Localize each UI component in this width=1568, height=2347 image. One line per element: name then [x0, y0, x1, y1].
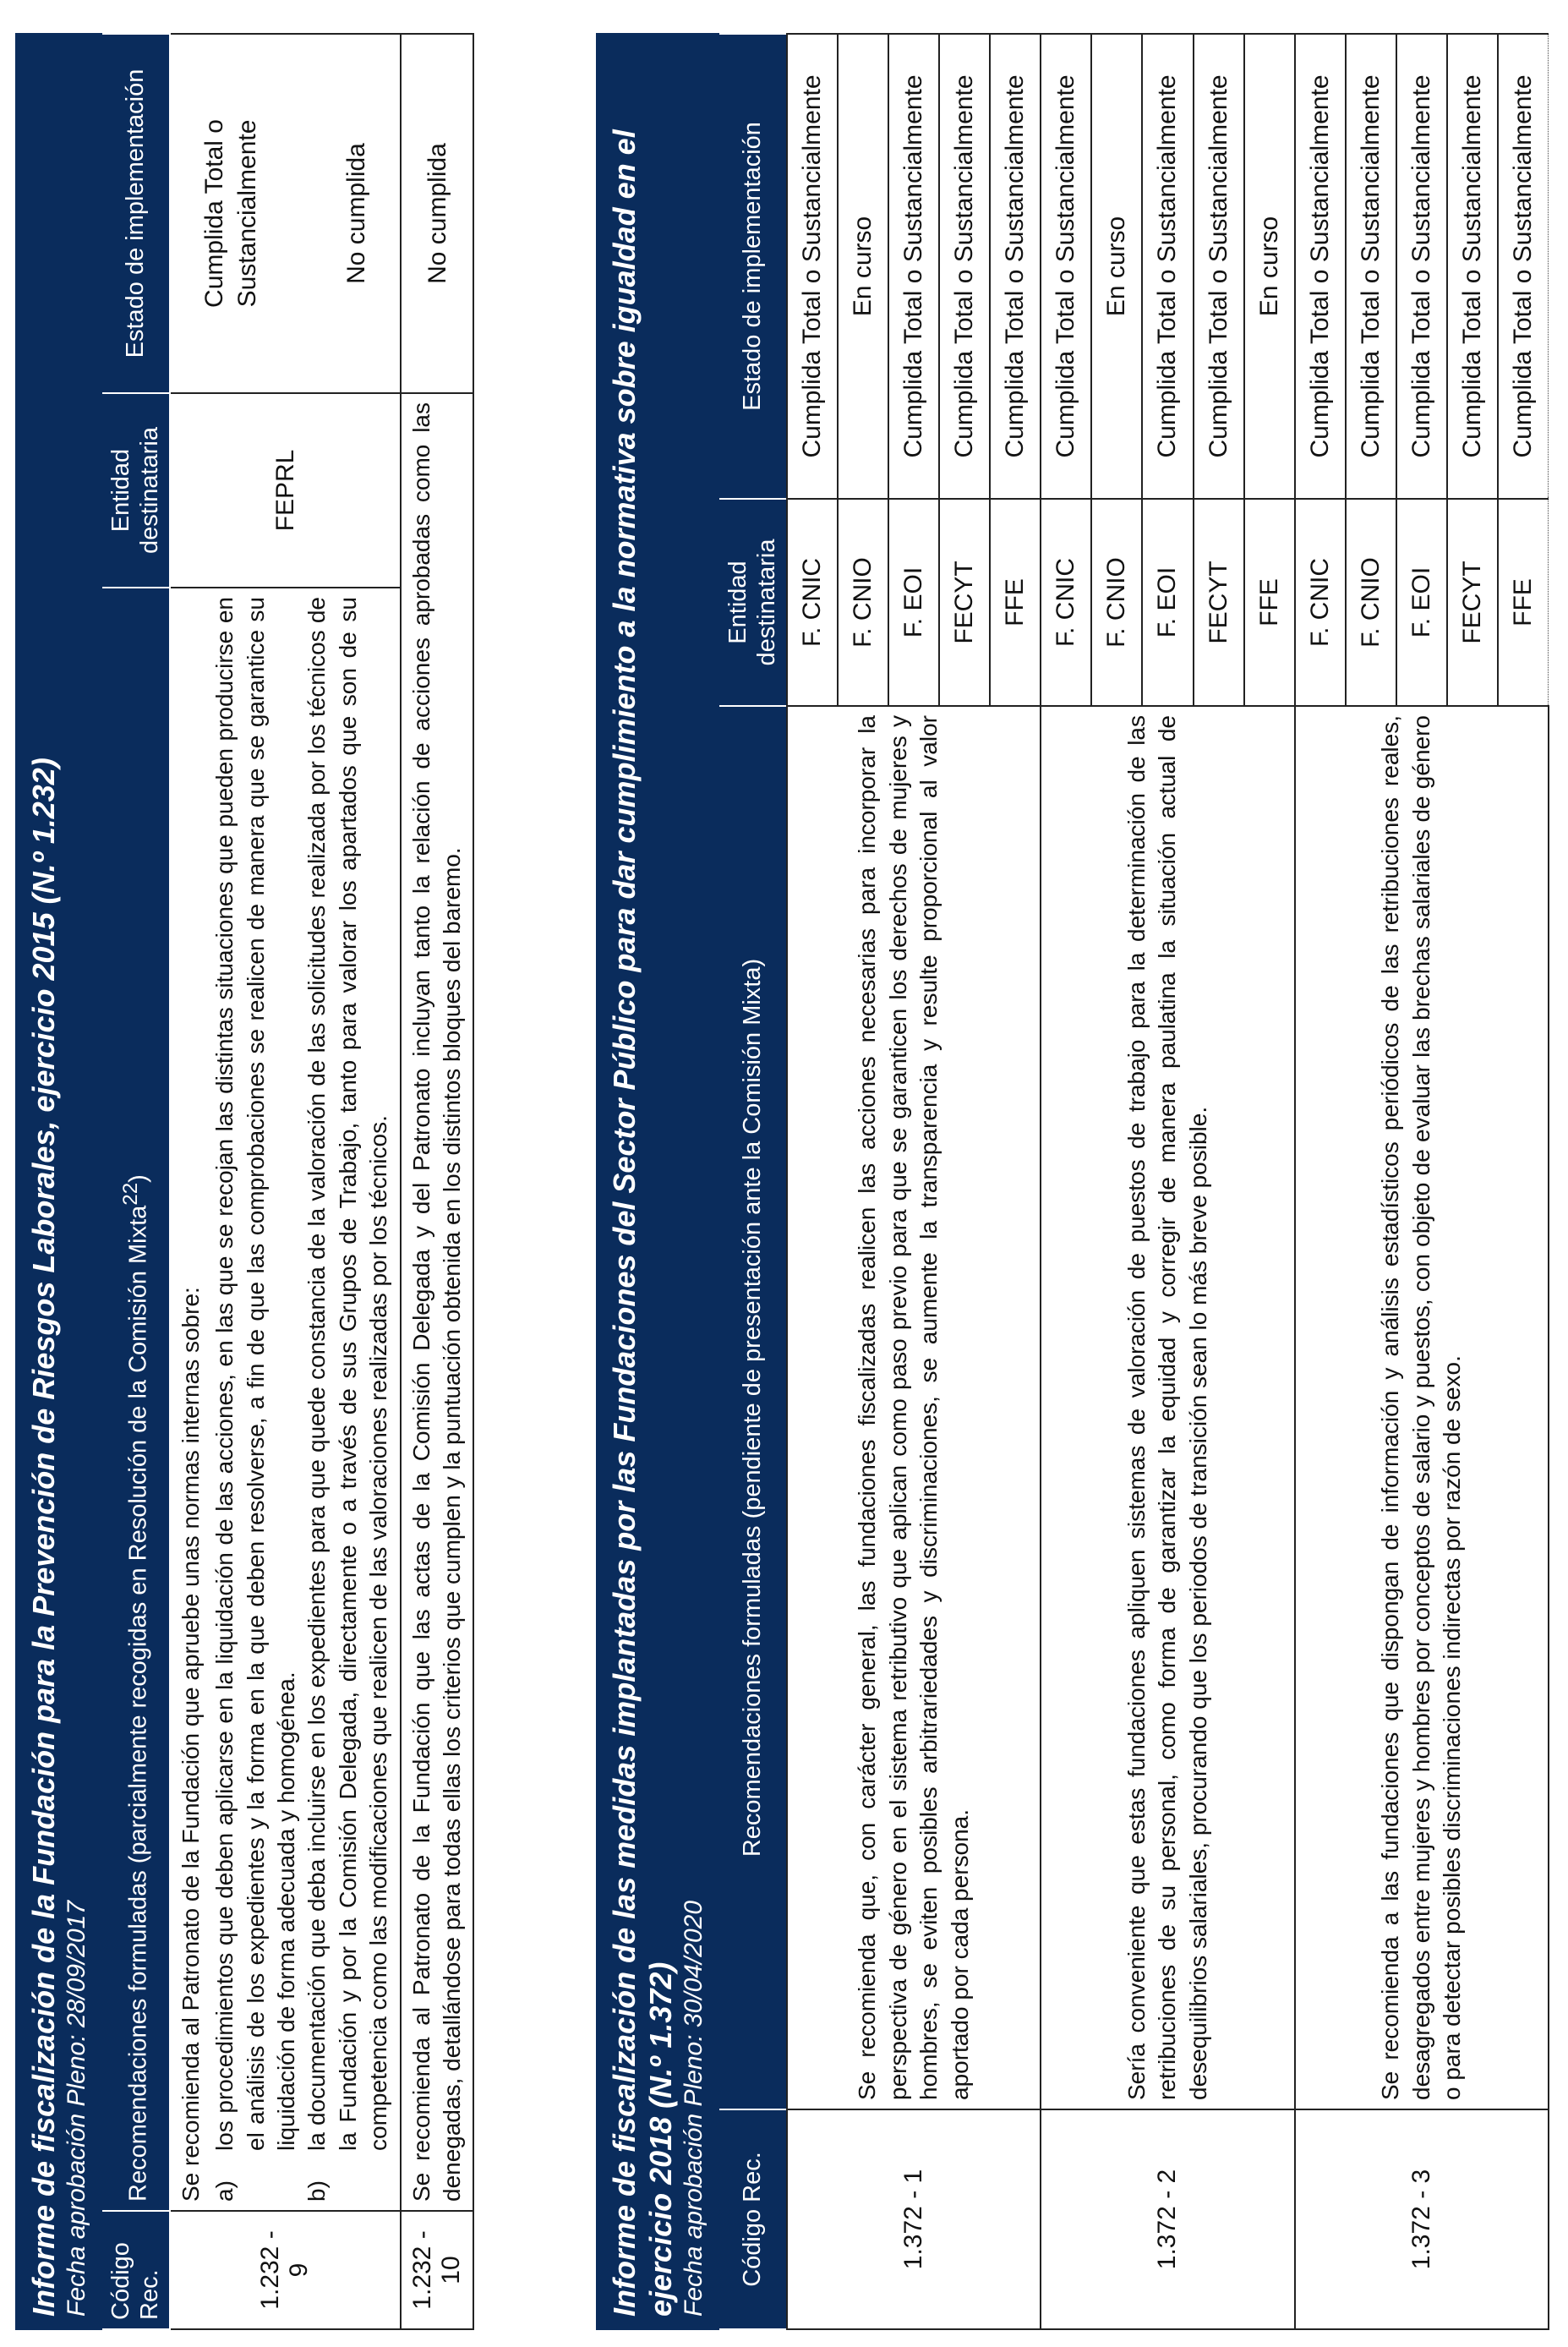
- entity-cell: F. CNIO: [1091, 499, 1142, 706]
- header-recommendations: Recomendaciones formuladas (pendiente de presentación ante la Comisión Mixta): [718, 706, 787, 2109]
- table-row: [787, 34, 838, 2329]
- rec-status: Cumplida Total o Sustancialmente No cumplida: [170, 34, 401, 393]
- status-cell: En curso: [1244, 34, 1295, 499]
- report-1232-table: [15, 33, 474, 2330]
- entity-cell: F. EOI: [1142, 499, 1193, 706]
- status-cell: Cumplida Total o Sustancialmente: [1396, 34, 1447, 499]
- status-cell: Cumplida Total o Sustancialmente: [1498, 34, 1549, 499]
- report-1372-header-row: [718, 34, 787, 2329]
- entity-cell: F. CNIO: [1346, 499, 1396, 706]
- rec-item-a: a) los procedimientos que deben aplicarse en la liquidación de las acciones, en las que se recojan las distintas situaciones que pueden producirse en el análisis de los expedientes y la forma en la que deben resolverse, a fin de que las comprobaciones se realicen de manera que se garantice su liquidación de forma adecuada y homogénea.: [211, 597, 300, 2202]
- rec-status: No cumplida: [401, 34, 474, 393]
- header-code: Código Rec.: [718, 2109, 787, 2329]
- rec-text: Se recomienda al Patronato de la Fundación que las actas de la Comisión Delegada y del Patronato incluyan tanto la relación de acciones aprobadas como las denegadas, detallándose para todas ellas los criterios que cumplen y la puntuación obtenida en los distintos bloques del baremo.: [401, 393, 474, 2211]
- entity-cell: F. CNIC: [787, 499, 838, 706]
- entity-cell: FFE: [1244, 499, 1295, 706]
- report-1232-approval-date: Fecha aprobación Pleno: 28/09/2017: [63, 1900, 91, 2317]
- entity-cell: F. CNIC: [1295, 499, 1346, 706]
- header-recommendations: Recomendaciones formuladas (parcialmente recogidas en Resolución de la Comisión Mixta$^{22}$): [101, 588, 170, 2211]
- report-1372-rows: [786, 33, 1549, 2330]
- rec-text: Se recomienda al Patronato de la Fundación que apruebe unas normas internas sobre: a) los procedimientos que deben aplicarse en la liquidación de las acciones, en las que se recojan las distintas situaciones que pueden producirse en el análisis de los expedientes y la forma en la que deben resolverse, a fin de que las comprobaciones se realicen de manera que se garantice su liquidación de forma adecuada y homogénea. b) la documentación que deba incluirse en los expedientes para que quede constancia de la valoración de las solicitudes realizada por los técnicos de la Fundación y por la Comisión Delegada, directamente o a través de sus Grupos de Trabajo, tanto para valorar los apartados que son de su competencia como las modificaciones que realicen de las valoraciones realizadas por los técnicos.: [170, 588, 401, 2211]
- entity-cell: F. EOI: [1396, 499, 1447, 706]
- status-cell: Cumplida Total o Sustancialmente: [939, 34, 990, 499]
- status-cell: Cumplida Total o Sustancialmente: [787, 34, 838, 499]
- status-cell: Cumplida Total o Sustancialmente: [1447, 34, 1498, 499]
- report-1232-banner: [16, 34, 101, 2329]
- table-row: [1041, 34, 1091, 2329]
- entity-cell: FECYT: [1447, 499, 1498, 706]
- header-entity: Entidad destinataria: [718, 499, 787, 706]
- table-row: [1295, 34, 1346, 2329]
- status-cell: Cumplida Total o Sustancialmente: [1194, 34, 1244, 499]
- rec-text: Se recomienda que, con carácter general, las fundaciones fiscalizadas realicen las acciones necesarias para incorporar la perspectiva de género en el sistema retributivo que aplican como paso previo para que se garanticen los derechos de mujeres y hombres, se eviten posibles arbitrariedades y discriminaciones, se aumente la transparencia y resulte proporcional al valor aportado por cada persona.: [787, 706, 1041, 2109]
- rec-item-b: b) la documentación que deba incluirse en los expedientes para que quede constancia de la valoración de las solicitudes realizada por los técnicos de la Fundación y por la Comisión Delegada, directamente o a través de sus Grupos de Trabajo, tanto para valorar los apartados que son de su competencia como las modificaciones que realicen de las valoraciones realizadas por los técnicos.: [303, 597, 392, 2202]
- report-1232-header-row: [101, 34, 170, 2329]
- entity-cell: F. CNIO: [838, 499, 888, 706]
- header-code: Código Rec.: [101, 2211, 170, 2329]
- rec-code: 1.232 - 9: [170, 2211, 401, 2329]
- report-1372-approval-date: Fecha aprobación Pleno: 30/04/2020: [680, 1900, 708, 2317]
- report-1372-table: [596, 33, 788, 2330]
- status-cell: En curso: [1091, 34, 1142, 499]
- rec-code: 1.232 - 10: [401, 2211, 474, 2329]
- table-row: [170, 34, 401, 2329]
- status-cell: Cumplida Total o Sustancialmente: [888, 34, 939, 499]
- rec-code: 1.372 - 3: [1295, 2109, 1549, 2329]
- rec-text: Se recomienda a las fundaciones que dispongan de información y análisis estadísticos periódicos de las retribuciones reales, desagregados entre mujeres y hombres por conceptos de salario y puestos, con objeto de evaluar las brechas salariales de género o para detectar posibles discriminaciones indirectas por razón de sexo.: [1295, 706, 1549, 2109]
- report-1372-title: Informe de fiscalización de las medidas implantadas por las Fundaciones del Sector Público para dar cumplimiento a la normativa sobre igualdad en el ejercicio 2018 (N.º 1.372): [607, 129, 679, 2317]
- rec-code: 1.372 - 1: [787, 2109, 1041, 2329]
- status-cell: Cumplida Total o Sustancialmente: [1041, 34, 1091, 499]
- table-row: [401, 34, 474, 2329]
- status-cell: Cumplida Total o Sustancialmente: [1295, 34, 1346, 499]
- entity-cell: F. CNIC: [1041, 499, 1091, 706]
- status-cell: Cumplida Total o Sustancialmente: [1142, 34, 1193, 499]
- header-status: Estado de implementación: [718, 34, 787, 499]
- status-cell: Cumplida Total o Sustancialmente: [990, 34, 1041, 499]
- header-entity: Entidad destinataria: [101, 393, 170, 588]
- report-1232-title: Informe de fiscalización de la Fundación para la Prevención de Riesgos Laborales, ejercicio 2015 (N.º 1.232): [26, 758, 61, 2317]
- status-cell: En curso: [838, 34, 888, 499]
- entity-cell: FECYT: [939, 499, 990, 706]
- entity-cell: FECYT: [1194, 499, 1244, 706]
- entity-cell: F. EOI: [888, 499, 939, 706]
- report-1372-banner: [597, 34, 718, 2329]
- rec-text: Sería conveniente que estas fundaciones apliquen sistemas de valoración de puestos de trabajo para la determinación de las retribuciones de su personal, como forma de garantizar la equidad y corregir de manera paulatina la situación actual de desequilibrios salariales, procurando que los periodos de transición sean lo más breve posible.: [1041, 706, 1294, 2109]
- rec-code: 1.372 - 2: [1041, 2109, 1294, 2329]
- entity-cell: FFE: [1498, 499, 1549, 706]
- header-status: Estado de implementación: [101, 34, 170, 393]
- entity-cell: FFE: [990, 499, 1041, 706]
- rec-entity: FEPRL: [170, 393, 401, 588]
- status-cell: Cumplida Total o Sustancialmente: [1346, 34, 1396, 499]
